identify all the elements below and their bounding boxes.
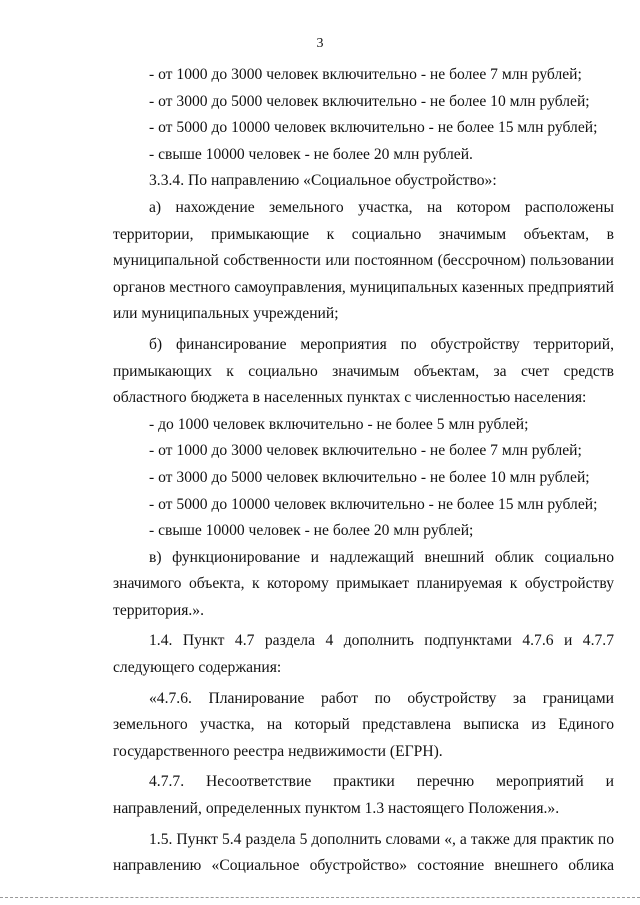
paragraph-a: а) нахождение земельного участка, на котором расположены территории, примыкающие к социально значимым объектам, в муниципальной собственности или постоянном (бессрочном) пользовании органов местного самоуправления, муниципальных казенных предприятий или муниципальных учреждений; <box>113 198 614 323</box>
list-item: - от 1000 до 3000 человек включительно - не более 7 млн рублей; <box>149 442 582 460</box>
paragraph-b: б) финансирование мероприятия по обустройству территорий, примыкающих к социально значимым объектам, за счет средств областного бюджета в населенных пунктах с численностью населения: <box>113 335 614 407</box>
paragraph-1-4: 1.4. Пункт 4.7 раздела 4 дополнить подпунктами 4.7.6 и 4.7.7 следующего содержания: <box>113 632 614 677</box>
page-number: 3 <box>316 36 324 51</box>
paragraph-4-7-6: «4.7.6. Планирование работ по обустройству за границами земельного участка, на который представлена выписка из Единого государственного реестра недвижимости (ЕГРН). <box>113 689 614 760</box>
list-item: - от 5000 до 10000 человек включительно - не более 15 млн рублей; <box>149 119 598 137</box>
section-heading: 3.3.4. По направлению «Социальное обустройство»: <box>149 172 497 190</box>
paragraph-v: в) функционирование и надлежащий внешний облик социально значимого объекта, к которому примыкает планируемая к обустройству территория.». <box>113 548 614 619</box>
list-item: - от 5000 до 10000 человек включительно - не более 15 млн рублей; <box>149 495 598 513</box>
page-bottom-edge <box>0 897 640 898</box>
list-item: - до 1000 человек включительно - не более 5 млн рублей; <box>149 415 529 433</box>
list-item: - свыше 10000 человек - не более 20 млн рублей; <box>149 522 474 540</box>
list-item: - от 3000 до 5000 человек включительно - не более 10 млн рублей; <box>149 468 590 486</box>
list-item: - от 1000 до 3000 человек включительно - не более 7 млн рублей; <box>149 66 582 83</box>
list-item: - свыше 10000 человек - не более 20 млн рублей. <box>149 145 473 163</box>
list-item: - от 3000 до 5000 человек включительно - не более 10 млн рублей; <box>149 92 590 110</box>
paragraph-1-5: 1.5. Пункт 5.4 раздела 5 дополнить словами «, а также для практик по направлению «Социальное обустройство» состояние внешнего облика <box>113 830 614 875</box>
document-body <box>113 62 614 880</box>
paragraph-4-7-7: 4.7.7. Несоответствие практики перечню мероприятий и направлений, определенных пунктом 1.3 настоящего Положения.». <box>113 773 614 818</box>
